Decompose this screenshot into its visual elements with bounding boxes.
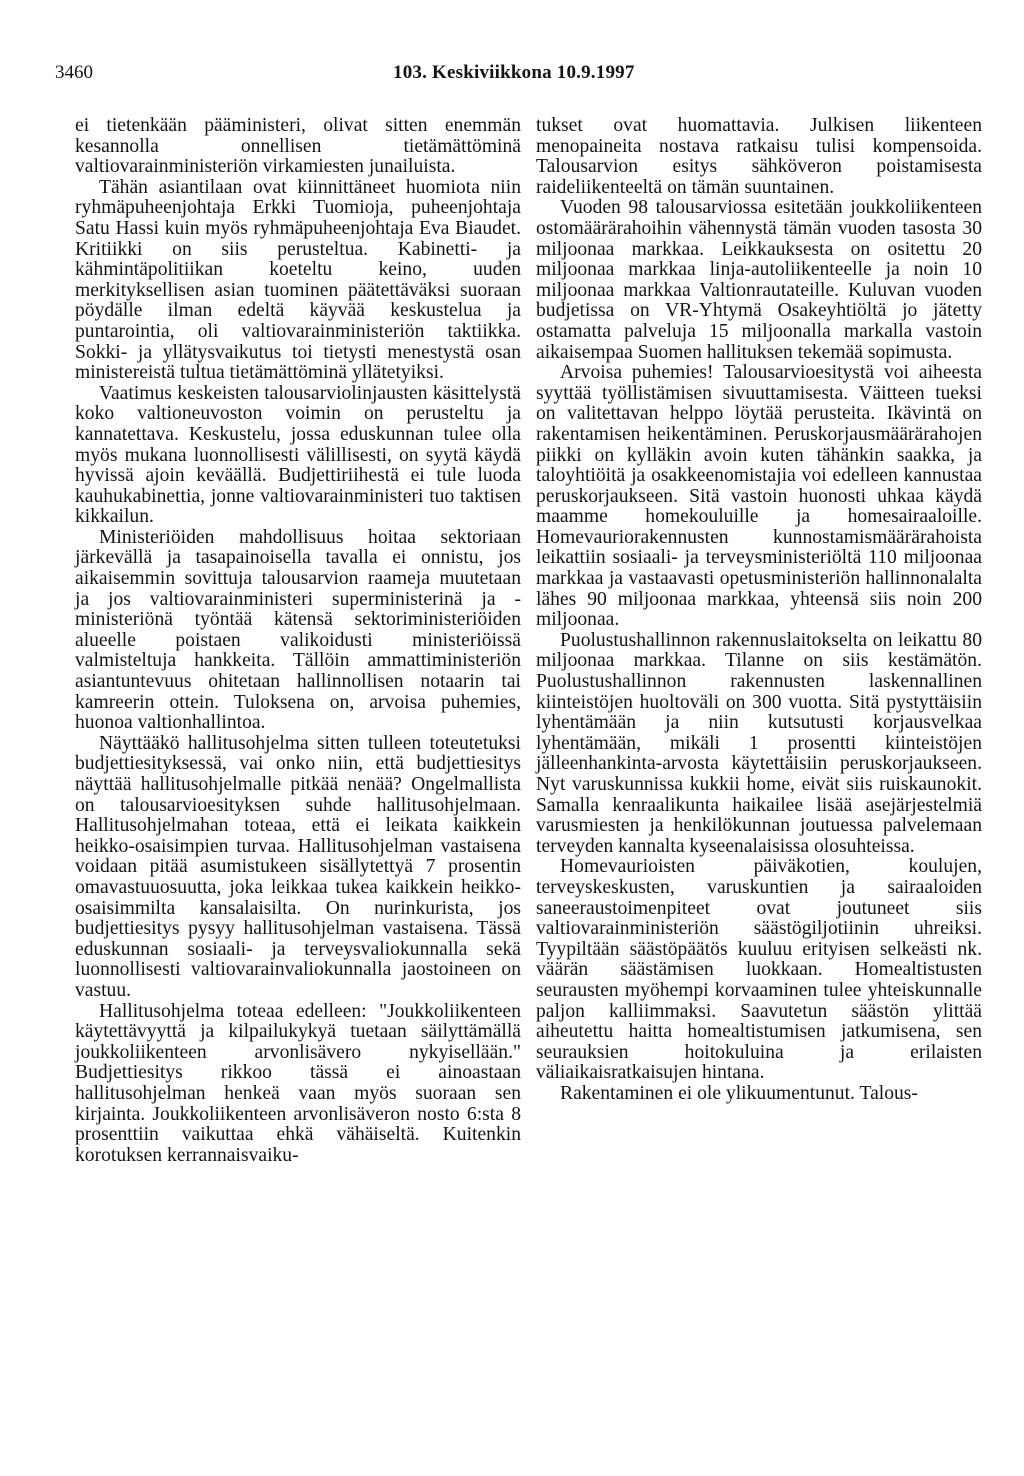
paragraph: Vuoden 98 talousarviossa esitetään joukkoliikenteen ostomäärärahoihin vähennystä tämän vuoden tasosta 30 miljoonaa markkaa. Leikkauksesta on ositettu 20 miljoonaa markkaa linja-autoliikenteelle ja noin 10 miljoonaa markkaa Valtionrautateille. Kuluvan vuoden budjetissa on VR-Yhtymä Osakeyhtiöltä jo jätetty ostamatta palveluja 15 miljoonalla markalla vastoin aikaisempaa Suomen hallituksen tekemää sopimusta. [536,197,982,363]
paragraph: Näyttääkö hallitusohjelma sitten tulleen toteutetuksi budjettiesityksessä, vai onko niin, että budjettiesitys näyttää hallitusohjelmalle pitkää nenää? Ongelmallista on talousarvioesityksen suhde hallitusohjelmaan. Hallitusohjelmahan toteaa, että ei leikata kaikkein heikko-osaisimpien turvaa. Hallitusohjelman vastaisena voidaan pitää asumistukeen sisällytettyä 7 prosentin omavastuuosuutta, joka leikkaa tukea kaikkein heikko-osaisimmilta kansalaisilta. On nurinkurista, jos budjettiesitys pysyy hallitusohjelman vastaisena. Tässä eduskunnan sosiaali- ja terveysvaliokunnalla sekä luonnollisesti valtiovarainvaliokunnalla jaostoineen on vastuu. [75,732,521,1001]
paragraph: Puolustushallinnon rakennuslaitokselta on leikattu 80 miljoonaa markkaa. Tilanne on siis kestämätön. Puolustushallinnon rakennusten laskennallinen kiinteistöjen huoltoväli on 300 vuotta. Sitä pystyttäisiin lyhentämään ja niin kutsutusti korjausvelkaa lyhentämään, mikäli 1 prosentti kiinteistöjen jälleenhankinta-arvosta käytettäisiin peruskorjaukseen. Nyt varuskunnissa kukkii home, eivät siis ruiskaunokit. Samalla kenraalikunta haikailee lisää asejärjestelmiä varusmiesten ja henkilökunnan joutuessa palvelemaan terveyden kannalta kyseenalaisissa olosuhteissa. [536,629,982,857]
paragraph: Homevaurioisten päiväkotien, koulujen, terveyskeskusten, varuskuntien ja sairaaloiden saneeraustoimenpiteet ovat joutuneet siis valtiovarainministeriön säästögiljotiinin uhreiksi. Tyypiltään säästöpäätös kuuluu erityisen selkeästi nk. väärän säästämisen luokkaan. Homealtistusten seurausten myöhempi korvaaminen tulee yhteiskunnalle paljon kalliimmaksi. Saavutetun säästön ylittää aiheutettu haitta homealtistumisen jatkumisena, sen seurauksien hoitokuluina ja erilaisten väliaikaisratkaisujen hintana. [536,856,982,1084]
paragraph: tukset ovat huomattavia. Julkisen liikenteen menopaineita nostava ratkaisu tulisi kompensoida. Talousarvion esitys sähköveron poistamisesta raideliikenteeltä on tämän suuntainen. [536,115,982,198]
page-number: 3460 [55,62,93,83]
paragraph: Rakentaminen ei ole ylikuumentunut. Talous- [560,1082,918,1104]
left-column [75,116,521,1166]
running-head: 103. Keskiviikkona 10.9.1997 [393,62,635,83]
paragraph: Arvoisa puhemies! Talousarvioesitystä voi aiheesta syyttää työllistämisen sivuuttamisesta. Väitteen tueksi on valitettavan helppo löytää perusteita. Ikävintä on rakentamisen heikentäminen. Peruskorjausmäärärahojen piikki on kylläkin avoin kuten tähänkin saakka, ja taloyhtiöitä ja osakkeenomistajia voi edelleen kannustaa peruskorjaukseen. Sitä vastoin huonosti uhkaa käydä maamme homekouluille ja homesairaaloille. Homevauriorakennusten kunnostamismäärärahoista leikattiin sosiaali- ja terveysministeriöltä 110 miljoonaa markkaa ja vastaavasti opetusministeriön hallinnonalalta lähes 90 miljoonaa markkaa, yhteensä siis noin 200 miljoonaa. [536,362,982,631]
paragraph: Vaatimus keskeisten talousarviolinjausten käsittelystä koko valtioneuvoston voimin on perusteltu ja kannatettava. Keskustelu, jossa eduskunnan tulee olla myös mukana luonnollisesti välillisesti, on syytä käydä hyvissä ajoin keväällä. Budjettiriihestä ei tule luoda kauhukabinettia, jonne valtiovarainministeri tuo taktisen kikkailun. [75,382,521,528]
paragraph: ei tietenkään pääministeri, olivat sitten enemmän kesannolla onnellisen tietämättöminä valtiovarainministeriön virkamiesten junailuista. [75,115,521,178]
paragraph: Tähän asiantilaan ovat kiinnittäneet huomiota niin ryhmäpuheenjohtaja Erkki Tuomioja, puheenjohtaja Satu Hassi kuin myös ryhmäpuheenjohtaja Eva Biaudet. Kritiikki on siis perusteltua. Kabinetti- ja kähmintäpolitiikan koeteltu keino, uuden merkityksellisen asian tuominen päätettäväksi suoraan pöydälle ilman edeltä käyvää keskustelua ja puntarointia, oli valtiovarainministeriön taktiikka. Sokki- ja yllätysvaikutus toi tietysti menestystä osan ministereistä tultua tietämättöminä yllätetyiksi. [75,176,521,384]
right-column [536,116,982,1105]
paragraph: Hallitusohjelma toteaa edelleen: "Joukkoliikenteen käytettävyyttä ja kilpailukykyä tuetaan säilyttämällä joukkoliikenteen arvonlisävero nykyisellään." Budjettiesitys rikkoo tässä ei ainoastaan hallitusohjelman henkeä vaan myös suoraan sen kirjainta. Joukkoliikenteen arvonlisäveron nosto 6:sta 8 prosenttiin vaikuttaa ehkä vähäiseltä. Kuitenkin korotuksen kerrannaisvaiku- [75,1000,521,1166]
paragraph: Ministeriöiden mahdollisuus hoitaa sektoriaan järkevällä ja tasapainoisella tavalla ei onnistu, jos aikaisemmin sovittuja talousarvion raameja muutetaan ja jos valtiovarainministeri superministerinä ja -ministeriönä työntää kätensä sektoriministeriöiden alueelle poistaen valikoidusti ministeriöissä valmisteltuja hankkeita. Tällöin ammattiministeriön asiantuntevuus ohitetaan hallinnollisen notaarin tai kamreerin ottein. Tuloksena on, arvoisa puhemies, huonoa valtionhallintoa. [75,526,521,734]
